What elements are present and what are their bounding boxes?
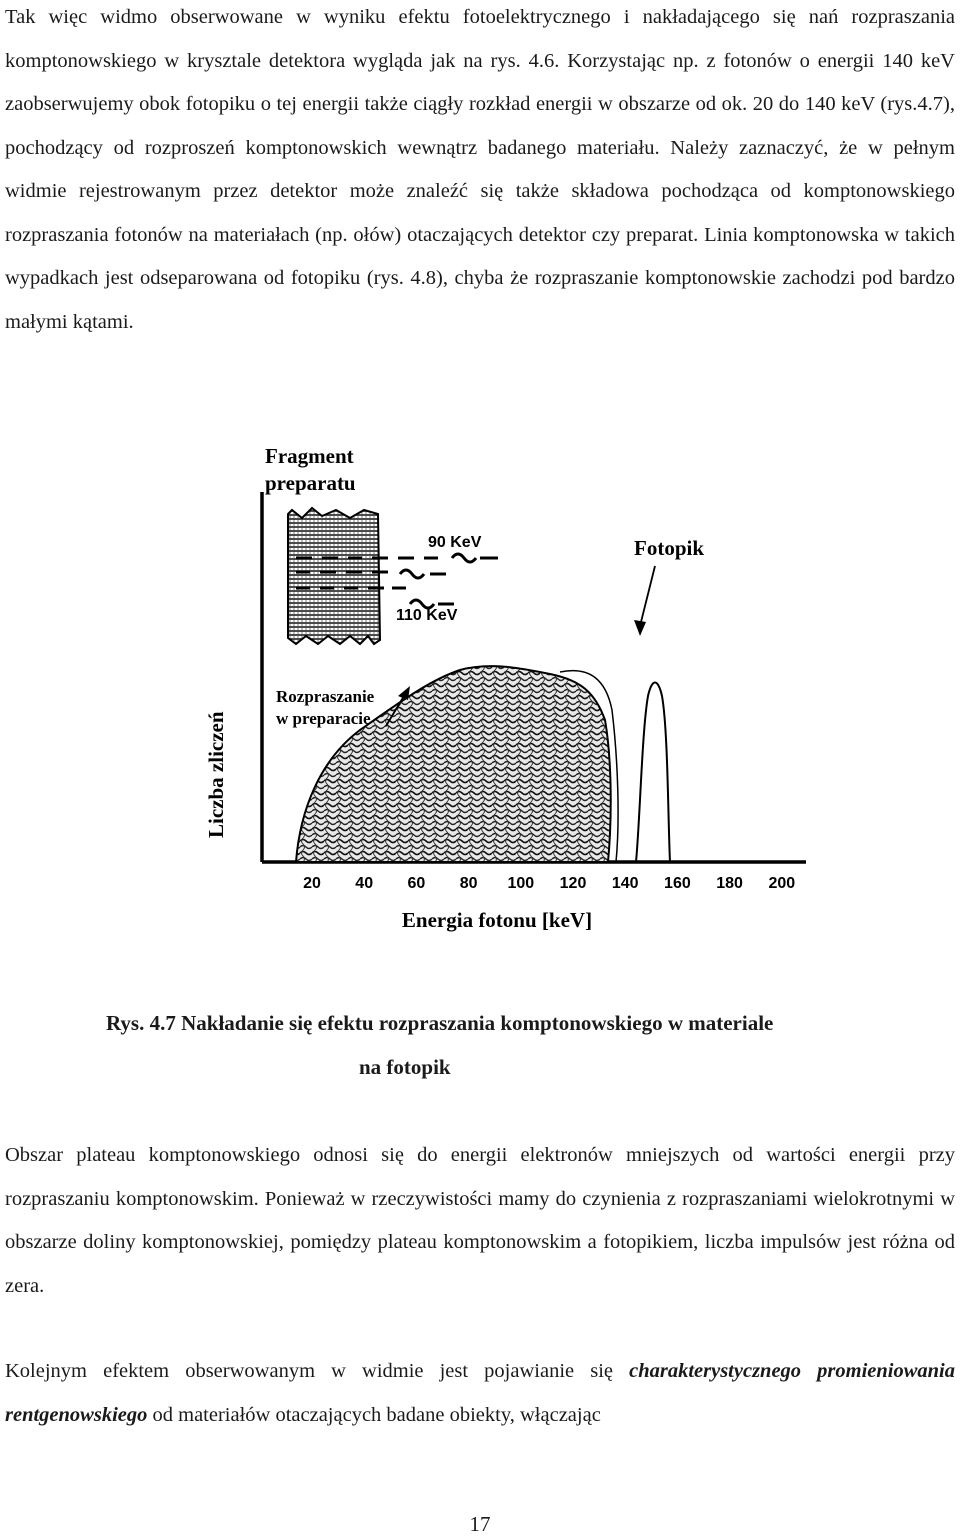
x-tick-120: 120 [559,875,587,892]
x-tick-100: 100 [507,875,535,892]
label-scatter-2: w preparacie [276,709,371,728]
x-tick-60: 60 [407,875,426,892]
sample-block [288,508,380,644]
x-tick-140: 140 [611,875,639,892]
energy-label-110: 110 KeV [396,607,458,624]
paragraph-xray-end: od materiałów otaczających badane obiekty, włączając [147,1403,601,1426]
paragraph-plateau: Obszar plateau komptonowskiego odnosi się do energii elektronów mniejszych od wartości energii przy rozpraszaniu komptonowskim. Ponieważ w rzeczywistości mamy do czynienia z rozpraszaniami wielokrotnymi w obszarze doliny komptonowskiej, pomiędzy plateau komptonowskim a fotopikiem, liczba impulsów jest różna od zera. [5,1144,955,1297]
x-tick-40: 40 [355,875,374,892]
x-axis-label: Energia fotonu [keV] [401,908,593,932]
figure-caption-line1: Rys. 4.7 Nakładanie się efektu rozpraszania komptonowskiego w materiale [106,1011,774,1035]
figure-caption-line2: na fotopik [359,1055,451,1079]
y-axis-label: Liczba zliczeń [204,711,228,838]
paragraph-xray-start: Kolejnym efektem obserwowanym w widmie jest pojawianie się [5,1360,630,1382]
paragraph-intro: Tak więc widmo obserwowane w wyniku efektu fotoelektrycznego i nakładającego się nań rozpraszania komptonowskiego w krysztale detektora wygląda jak na rys. 4.6. Korzystając np. z fotonów o energii 140 keV zaobserwujemy obok fotopiku o tej energii także ciągły rozkład energii w obszarze od ok. 20 do 140 keV (rys.4.7), pochodzący od rozproszeń komptonowskich wewnątrz badanego materiału. Należy zaznaczyć, że w pełnym widmie rejestrowanym przez detektor może znaleźć się także składowa pochodząca od komptonowskiego rozpraszania fotonów na materiałach (np. ołów) otaczających detektor czy preparat. Linia komptonowska w takich wypadkach jest odseparowana od fotopiku (rys. 4.8), chyba że rozpraszanie komptonowskie zachodzi pod bardzo małymi kątami. [5,6,955,333]
label-fragment-2: preparatu [265,471,356,495]
page-number: 17 [469,1512,491,1536]
photopeak-curve [636,683,670,863]
x-tick-160: 160 [664,875,691,892]
x-tick-labels [303,875,795,892]
label-fragment-1: Fragment [265,444,354,468]
x-tick-80: 80 [459,875,478,892]
energy-label-90: 90 KeV [428,534,482,551]
fotopik-arrow [640,566,655,626]
paragraph-xray-emphasis: charakterystycznego promieniowania rentgenowskiego [5,1360,955,1426]
x-tick-200: 200 [768,875,796,892]
x-tick-180: 180 [716,875,743,892]
x-tick-20: 20 [303,875,321,892]
paragraph-xray [5,1350,955,1437]
label-fotopik: Fotopik [634,536,705,560]
spectrum-figure [0,430,960,950]
label-scatter-1: Rozpraszanie [276,687,375,706]
